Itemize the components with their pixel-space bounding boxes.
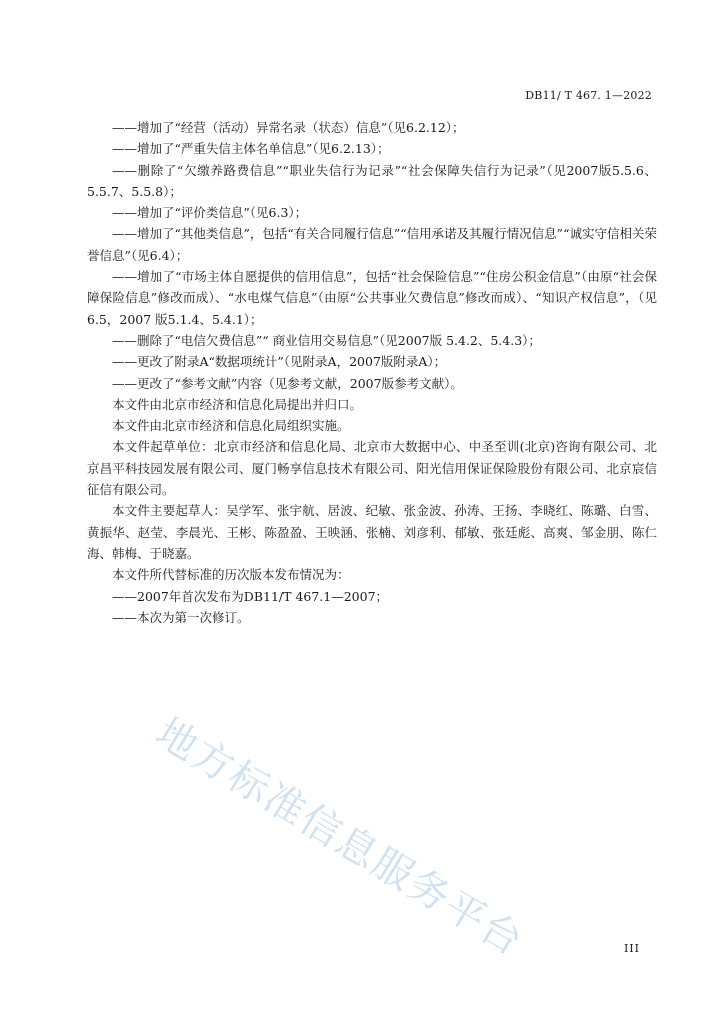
paragraph: ——删除了“电信欠费信息”“ 商业信用交易信息”（见2007版 5.4.2、5.4.3）； bbox=[112, 332, 541, 348]
paragraph: ——删除了“欠缴养路费信息”“职业失信行为记录”“社会保障失信行为记录”（见2007版5.5.6、5.5.7、5.5.8）； bbox=[87, 162, 657, 199]
watermark: 地方标准信息服务平台 bbox=[147, 709, 532, 966]
document-code-header: DB11/ T 467. 1—2022 bbox=[525, 89, 652, 102]
paragraph: 本文件由北京市经济和信息化局组织实施。 bbox=[112, 418, 350, 434]
paragraph: ——增加了“市场主体自愿提供的信用信息”，包括“社会保险信息”“住房公积金信息”（由原“社会保障保险信息”修改而成）、“水电煤气信息”（由原“公共事业欠费信息”修改而成）、“知识产权信息”，（见6.5，2007 版5.1.4、5.4.1）； bbox=[87, 269, 657, 327]
paragraph: ——增加了“评价类信息”（见6.3）； bbox=[112, 205, 308, 221]
paragraph: ——更改了附录A“数据项统计”（见附录A，2007版附录A）； bbox=[112, 354, 447, 370]
paragraph: ——增加了“其他类信息”，包括“有关合同履行信息”“信用承诺及其履行情况信息”“诚实守信相关荣誉信息”（见6.4）； bbox=[87, 226, 657, 263]
page-number: III bbox=[623, 942, 640, 955]
paragraph: ——增加了“经营（活动）异常名录（状态）信息”（见6.2.12）； bbox=[112, 120, 465, 135]
paragraph: ——更改了“参考文献”内容（见参考文献，2007版参考文献）。 bbox=[112, 375, 463, 391]
paragraph: ——本次为第一次修订。 bbox=[112, 609, 250, 625]
document-body bbox=[87, 117, 657, 628]
paragraph: 本文件主要起草人：吴学军、张宇航、居波、纪敏、张金波、孙涛、王扬、李晓红、陈璐、白雪、黄振华、赵莹、李晨光、王彬、陈盈盈、王映涵、张楠、刘彦利、郁敏、张廷彪、高爽、邹金朋、陈仁海、韩梅、于晓嘉。 bbox=[87, 503, 657, 561]
paragraph: ——2007年首次发布为DB11/T 467.1—2007； bbox=[112, 588, 389, 604]
paragraph: 本文件由北京市经济和信息化局提出并归口。 bbox=[112, 396, 363, 412]
paragraph: 本文件起草单位：北京市经济和信息化局、北京市大数据中心、中圣至训(北京)咨询有限公司、北京昌平科技园发展有限公司、厦门畅享信息技术有限公司、阳光信用保证保险股份有限公司、北京宸信征信有限公司。 bbox=[87, 439, 657, 498]
paragraph: 本文件所代替标准的历次版本发布情况为： bbox=[112, 567, 350, 583]
paragraph: ——增加了“严重失信主体名单信息”（见6.2.13）； bbox=[112, 141, 390, 157]
